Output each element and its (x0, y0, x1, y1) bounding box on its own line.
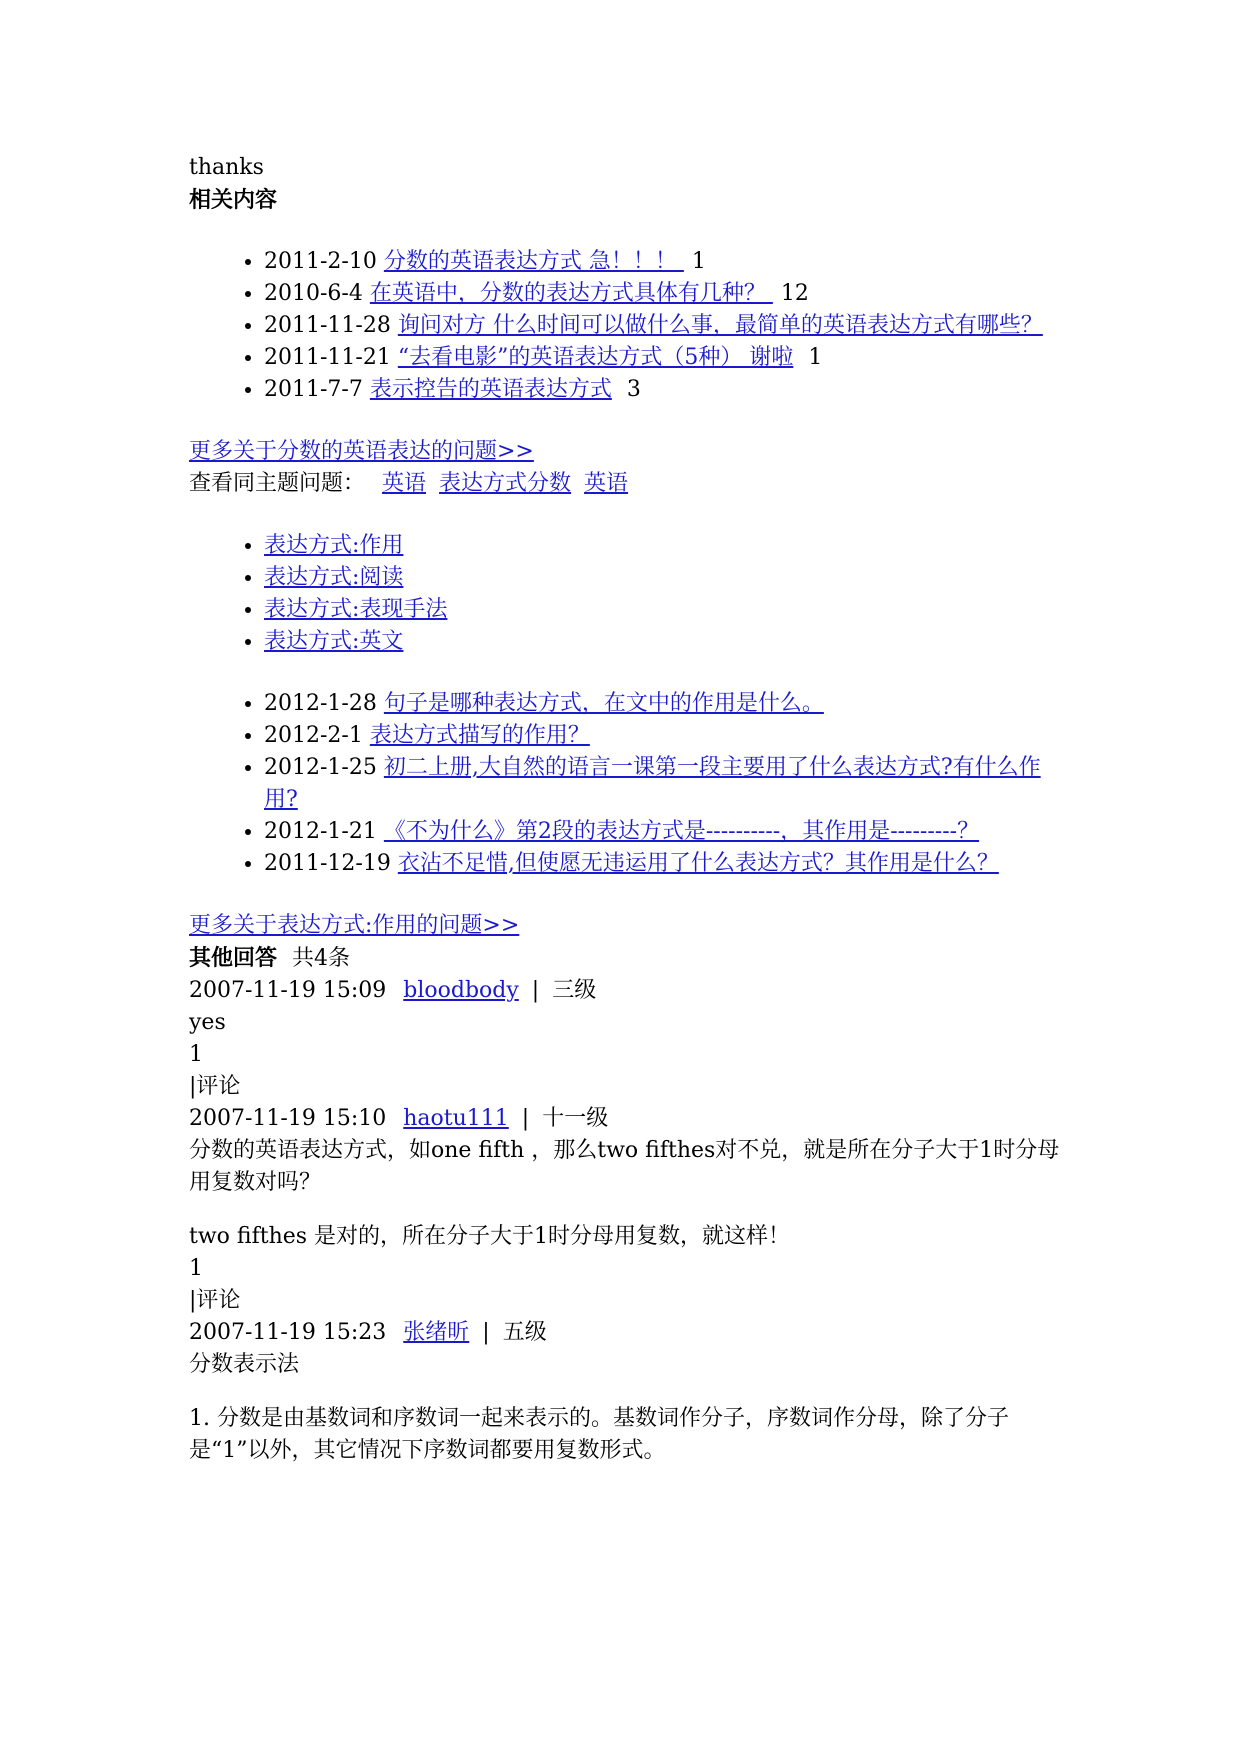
meta-separator: | (521, 1106, 530, 1131)
topic-tag-link[interactable]: 表达方式:表现手法 (264, 597, 448, 622)
answer-block (189, 1317, 1061, 1467)
answer-text: yes (189, 1010, 226, 1035)
list-item (264, 848, 1061, 880)
topic-link-expression-fraction[interactable]: 表达方式分数 (439, 471, 572, 496)
more-topic-link[interactable]: 更多关于表达方式:作用的问题>> (189, 913, 520, 938)
vote-count: 1 (189, 1256, 203, 1281)
item-date: 2012-1-21 (264, 819, 377, 844)
user-level: 五级 (502, 1320, 547, 1345)
answer-block (189, 975, 1061, 1103)
answer-count: 3 (626, 377, 641, 402)
answer-text: 1. 分数是由基数词和序数词一起来表示的。基数词作分子，序数词作分母，除了分子是“1”以外，其它情况下序数词都要用复数形式。 (189, 1406, 1009, 1463)
topic-question-link[interactable]: 《不为什么》第2段的表达方式是----------，其作用是---------？ (383, 819, 980, 844)
comment-link[interactable]: |评论 (189, 1288, 241, 1313)
topic-link-english[interactable]: 英语 (382, 471, 427, 496)
topic-tag-link[interactable]: 表达方式:作用 (264, 533, 404, 558)
item-date: 2011-12-19 (264, 851, 391, 876)
answer-meta (189, 1103, 1061, 1135)
list-item (264, 530, 1061, 562)
related-link[interactable]: 表示控告的英语表达方式 (369, 377, 612, 402)
spacer (189, 1381, 1061, 1403)
list-item (264, 594, 1061, 626)
item-date: 2012-2-1 (264, 723, 363, 748)
topic-question-link[interactable]: 衣沾不足惜,但使愿无违运用了什么表达方式？其作用是什么？ (397, 851, 999, 876)
topic-question-link[interactable]: 表达方式描写的作用？ (369, 723, 590, 748)
answer-count: 12 (780, 281, 809, 306)
topic-row (189, 468, 1061, 500)
item-date: 2012-1-28 (264, 691, 377, 716)
topic-tag-list (189, 530, 1061, 658)
spacer (189, 1199, 1061, 1221)
answer-datetime: 2007-11-19 15:09 (189, 978, 387, 1003)
topic-link-english-2[interactable]: 英语 (584, 471, 629, 496)
answer-meta (189, 1317, 1061, 1349)
topic-question-list (189, 688, 1061, 880)
answer-text: 分数表示法 (189, 1352, 300, 1377)
item-date: 2010-6-4 (264, 281, 363, 306)
user-level: 十一级 (542, 1106, 609, 1131)
user-level: 三级 (552, 978, 597, 1003)
list-item (264, 374, 1061, 406)
spacer (189, 658, 1061, 688)
more-related-link[interactable]: 更多关于分数的英语表达的问题>> (189, 439, 534, 464)
topic-question-link[interactable]: 初二上册,大自然的语言一课第一段主要用了什么表达方式?有什么作用? (264, 755, 1041, 812)
answer-user-link[interactable]: 张绪昕 (403, 1320, 470, 1345)
meta-separator: | (531, 978, 540, 1003)
topic-label: 查看同主题问题： (189, 471, 366, 496)
item-date: 2011-11-21 (264, 345, 391, 370)
list-item (264, 310, 1061, 342)
answer-user-link[interactable]: bloodbody (403, 978, 519, 1003)
answer-block (189, 1103, 1061, 1317)
list-item (264, 752, 1061, 816)
answer-count: 1 (808, 345, 823, 370)
related-link[interactable]: 询问对方 什么时间可以做什么事，最简单的英语表达方式有哪些？ (397, 313, 1043, 338)
answer-meta (189, 975, 1061, 1007)
topic-tag-link[interactable]: 表达方式:英文 (264, 629, 404, 654)
intro-text: thanks (189, 155, 264, 180)
spacer (189, 406, 1061, 436)
answer-user-link[interactable]: haotu111 (403, 1106, 509, 1131)
related-link[interactable]: 分数的英语表达方式 急！！！ (383, 249, 684, 274)
topic-question-link[interactable]: 句子是哪种表达方式，在文中的作用是什么。 (383, 691, 824, 716)
list-item (264, 278, 1061, 310)
item-date: 2011-11-28 (264, 313, 391, 338)
other-answers-heading: 其他回答 (189, 945, 278, 971)
other-answers-header (189, 942, 1061, 975)
vote-count: 1 (189, 1042, 203, 1067)
spacer (189, 880, 1061, 910)
related-heading: 相关内容 (189, 187, 278, 213)
list-item (264, 342, 1061, 374)
topic-tag-link[interactable]: 表达方式:阅读 (264, 565, 404, 590)
related-list (189, 246, 1061, 406)
spacer (189, 500, 1061, 530)
answer-text: 分数的英语表达方式，如one fifth ，那么two fifthes对不兑，就是所在分子大于1时分母用复数对吗？ (189, 1138, 1060, 1195)
answer-datetime: 2007-11-19 15:23 (189, 1320, 387, 1345)
list-item (264, 626, 1061, 658)
list-item (264, 816, 1061, 848)
answer-count: 1 (691, 249, 706, 274)
spacer (189, 216, 1061, 246)
answer-datetime: 2007-11-19 15:10 (189, 1106, 387, 1131)
comment-link[interactable]: |评论 (189, 1074, 241, 1099)
item-date: 2012-1-25 (264, 755, 377, 780)
list-item (264, 688, 1061, 720)
list-item (264, 246, 1061, 278)
item-date: 2011-2-10 (264, 249, 377, 274)
meta-separator: | (482, 1320, 490, 1345)
list-item (264, 720, 1061, 752)
item-date: 2011-7-7 (264, 377, 363, 402)
answer-text: two fifthes 是对的，所在分子大于1时分母用复数，就这样！ (189, 1224, 791, 1249)
other-answers-count: 共4条 (292, 946, 351, 971)
related-link[interactable]: 在英语中，分数的表达方式具体有几种？ (369, 281, 773, 306)
list-item (264, 562, 1061, 594)
related-link[interactable]: “去看电影”的英语表达方式（5种） 谢啦 (397, 345, 794, 370)
